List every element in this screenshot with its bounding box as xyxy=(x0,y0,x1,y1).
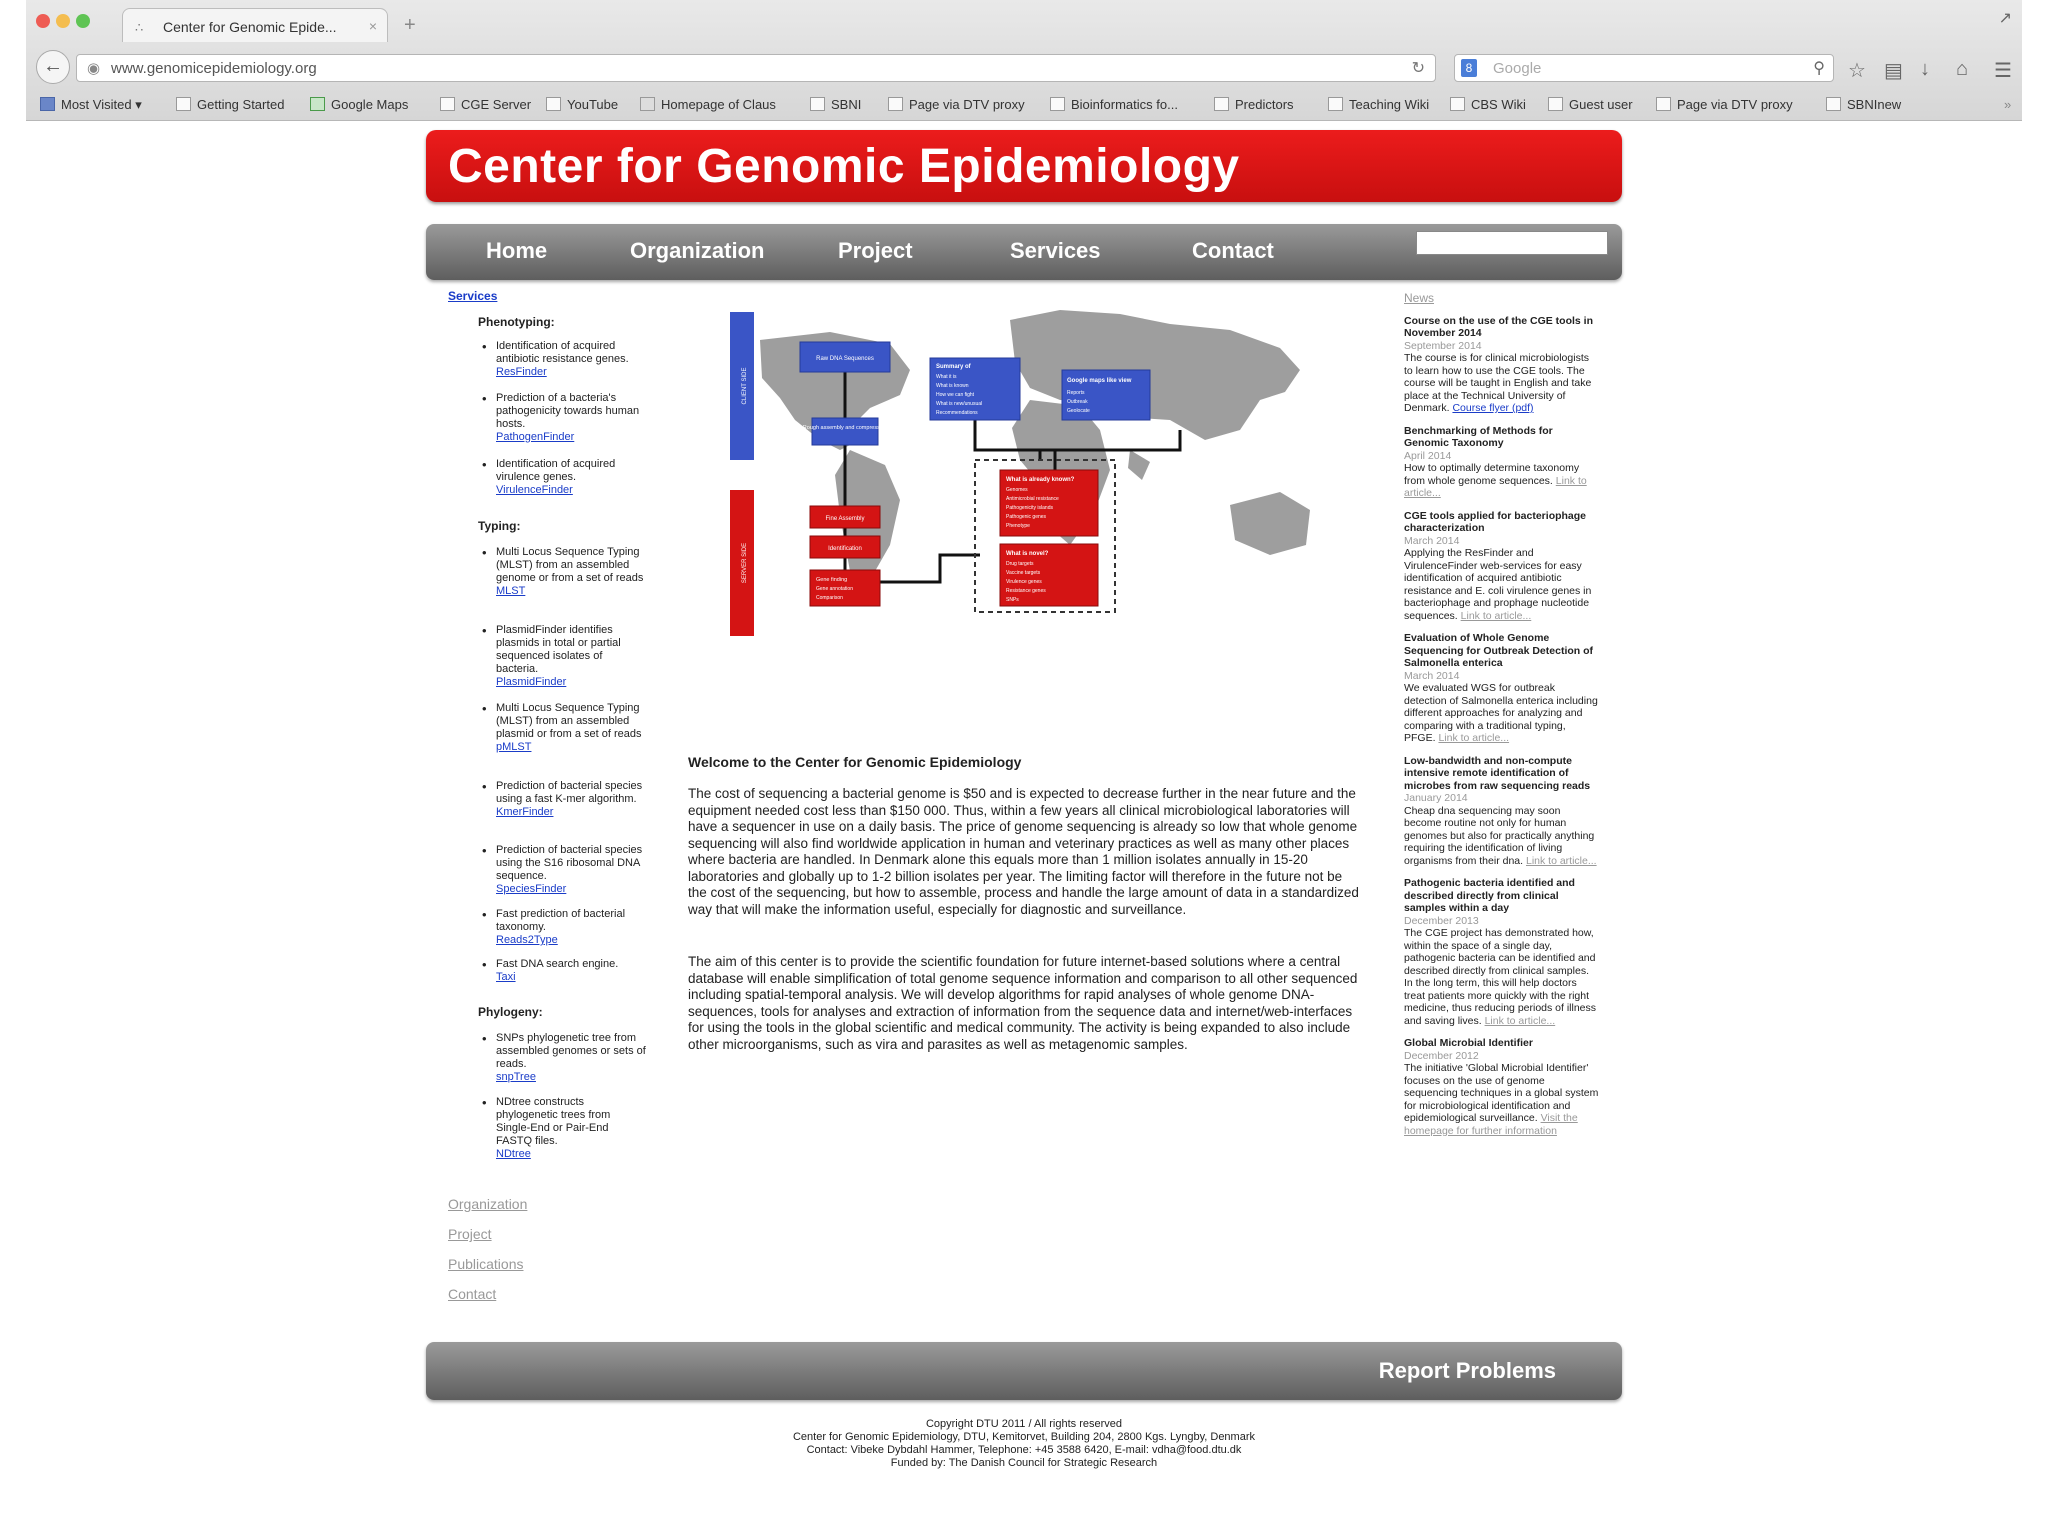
browser-tab[interactable] xyxy=(122,8,388,42)
svg-text:Rough assembly and compression: Rough assembly and compression xyxy=(802,425,888,431)
page-icon xyxy=(1826,97,1841,111)
sidebar-link-contact[interactable]: Contact xyxy=(448,1286,497,1302)
bookmark-item[interactable]: SBNI xyxy=(810,97,861,112)
nav-contact[interactable]: Contact xyxy=(1192,238,1274,263)
taxi-link[interactable]: Taxi xyxy=(496,971,516,983)
aim-paragraph: The aim of this center is to provide the scientific foundation for future internet-based solutions where a central database will enable simplification of total genome sequence information and comparison to all other sequenced including spatial-temporal analysis. We will develop algorithms for rapid analyses of whole genome DNA-sequences, tools for analyses and extraction of information from the sequence data and internet/web-interfaces for using the tools in the global scientific and medical community. The activity is being expanded to also include other microorganisms, such as vira and parasites as well as metagenomic samples. xyxy=(688,954,1358,1052)
news-item xyxy=(1404,755,1600,868)
svg-text:Vaccine targets: Vaccine targets xyxy=(1006,570,1041,576)
list-item: • SNPs phylogenetic tree from assembled genomes or sets of reads. snpTree xyxy=(496,1032,646,1084)
bookmark-item[interactable]: Most Visited ▾ xyxy=(40,97,142,113)
maps-icon xyxy=(310,97,325,111)
news-title: Global Microbial Identifier xyxy=(1404,1037,1533,1049)
nav-organization[interactable]: Organization xyxy=(630,238,765,263)
browser-chrome xyxy=(26,0,2022,121)
search-box[interactable] xyxy=(1454,54,1834,82)
page-icon xyxy=(546,97,561,111)
site-search-input[interactable] xyxy=(1416,231,1608,255)
cge-workflow-diagram xyxy=(700,300,1360,730)
new-tab-icon[interactable]: + xyxy=(404,14,416,36)
blue-box xyxy=(803,418,887,445)
svg-text:What is already known?: What is already known? xyxy=(1006,477,1075,483)
news-link[interactable]: Link to article... xyxy=(1484,1014,1556,1027)
site-title: Center for Genomic Epidemiology xyxy=(448,140,1240,193)
phylogeny-heading: Phylogeny: xyxy=(478,1005,543,1019)
svg-text:Comparison: Comparison xyxy=(816,595,843,601)
bookmark-item[interactable]: Google Maps xyxy=(310,97,408,112)
client-side-label: CLIENT SIDE xyxy=(742,367,748,405)
news-date: April 2014 xyxy=(1404,449,1452,462)
news-date: December 2013 xyxy=(1404,914,1479,927)
news-body: The course is for clinical microbiologists to learn how to use the CGE tools. The course will be taught in English and take place at the Technical University of Denmark. xyxy=(1404,352,1592,414)
main-navigation xyxy=(426,224,1622,280)
list-item: • Prediction of bacterial species using a fast K-mer algorithm. KmerFinder xyxy=(496,780,646,819)
intro-paragraph: The cost of sequencing a bacterial genome is $50 and is expected to decrease further in the near future and the equipment needed cost less than $150 000. Thus, within a few years all clinical microbiological laboratories will have a sequencer in use on a daily basis. The price of genome sequencing is already so low that whole genome sequencing will also find worldwide application in human and veterinary practices as well as many other places where bacteria are handled. In Denmark alone this equals more than 1 million isolates annually in 15-20 laboratories and globally up to 1-2 billion isolates per year. The limiting factor will therefore in the future not be the cost of the sequencing, but how to assemble, process and handle the large amount of data in a standardized way that will make the information useful, especially for diagnostic and surveillance. xyxy=(688,786,1359,917)
nav-home[interactable]: Home xyxy=(486,238,548,263)
page-icon xyxy=(1050,97,1065,111)
news-item xyxy=(1404,632,1600,745)
svg-text:Fine Assembly: Fine Assembly xyxy=(825,516,865,522)
minimize-window-button[interactable] xyxy=(56,14,70,28)
news-link[interactable]: Link to article... xyxy=(1438,732,1510,744)
menu-icon[interactable]: ☰ xyxy=(1994,60,2012,82)
page-icon xyxy=(1214,97,1229,111)
kmerfinder-link[interactable]: KmerFinder xyxy=(496,806,554,818)
svg-text:Antimicrobial resistance: Antimicrobial resistance xyxy=(1006,496,1059,502)
fullscreen-icon[interactable]: ↗ xyxy=(1998,10,2012,27)
bookmark-item[interactable]: Predictors xyxy=(1214,97,1294,112)
news-title: Course on the use of the CGE tools in November 2014 xyxy=(1404,314,1594,339)
address-bar[interactable] xyxy=(76,54,1436,82)
list-item: • Identification of acquired antibiotic resistance genes. ResFinder xyxy=(496,340,646,379)
svg-text:What is known: What is known xyxy=(936,383,969,389)
list-item: • Multi Locus Sequence Typing (MLST) from an assembled genome or from a set of reads MLST xyxy=(496,546,646,598)
bookmark-item[interactable]: Teaching Wiki xyxy=(1328,97,1429,112)
sidebar-link-project[interactable]: Project xyxy=(448,1226,492,1242)
svg-text:What it is: What it is xyxy=(936,374,957,380)
virulencefinder-link[interactable]: VirulenceFinder xyxy=(496,484,573,496)
sidebar-link-publications[interactable]: Publications xyxy=(448,1256,524,1272)
close-window-button[interactable] xyxy=(36,14,50,28)
australia-shape xyxy=(1230,492,1310,555)
bookmark-item[interactable]: Getting Started xyxy=(176,97,284,112)
globe-icon: ◉ xyxy=(87,60,101,77)
svg-text:Resistance genes: Resistance genes xyxy=(1006,588,1046,594)
list-item: • Fast DNA search engine. Taxi xyxy=(496,958,646,984)
list-item: • Multi Locus Sequence Typing (MLST) from an assembled plasmid or from a set of reads pMLST xyxy=(496,702,646,754)
news-column xyxy=(1404,292,1600,1137)
nav-project[interactable]: Project xyxy=(838,238,913,263)
india-shape xyxy=(1128,450,1150,480)
news-body: The initiative 'Global Microbial Identifier' focuses on the use of genome sequencing techniques in a global system for microbiological identification and epidemiological surveillance. xyxy=(1404,1062,1599,1124)
news-item xyxy=(1404,425,1600,500)
bookmarks-bar xyxy=(26,92,2022,118)
report-problems-link[interactable]: Report Problems xyxy=(1378,1358,1556,1383)
svg-text:Geolocate: Geolocate xyxy=(1067,408,1090,414)
bookmark-item[interactable]: Bioinformatics fo... xyxy=(1050,97,1178,112)
page-icon xyxy=(1328,97,1343,111)
news-date: January 2014 xyxy=(1404,792,1468,804)
blue-box xyxy=(1062,370,1150,420)
reload-icon[interactable]: ↻ xyxy=(1411,60,1425,77)
search-icon[interactable]: ⚲ xyxy=(1813,60,1825,77)
resfinder-link[interactable]: ResFinder xyxy=(496,366,547,378)
ndtree-link[interactable]: NDtree xyxy=(496,1148,531,1160)
news-title: Evaluation of Whole Genome Sequencing for Outbreak Detection of Salmonella enterica xyxy=(1404,632,1594,669)
svg-text:What is new/unusual: What is new/unusual xyxy=(936,401,983,407)
reads2type-link[interactable]: Reads2Type xyxy=(496,934,558,946)
page-icon xyxy=(440,97,455,111)
news-date: March 2014 xyxy=(1404,534,1460,547)
svg-text:Gene finding: Gene finding xyxy=(816,577,848,583)
snptree-link[interactable]: snpTree xyxy=(496,1071,536,1083)
red-box xyxy=(810,536,880,558)
phenotyping-heading: Phenotyping: xyxy=(478,315,555,329)
page-icon xyxy=(888,97,903,111)
news-item xyxy=(1404,877,1600,1027)
svg-text:Identification: Identification xyxy=(828,546,862,552)
footer-text xyxy=(700,1418,1348,1470)
more-bookmarks-icon[interactable]: » xyxy=(2004,97,2012,112)
site-banner xyxy=(426,130,1622,202)
news-title: CGE tools applied for bacteriophage characterization xyxy=(1404,509,1587,534)
address-line: Center for Genomic Epidemiology, DTU, Kemitorvet, Building 204, 2800 Kgs. Lyngby, Denmark xyxy=(792,1431,1255,1443)
plasmidfinder-link[interactable]: PlasmidFinder xyxy=(496,676,567,688)
news-link[interactable]: Visit the homepage for further information xyxy=(1404,1112,1578,1137)
home-icon[interactable]: ⌂ xyxy=(1956,58,1969,80)
news-date: December 2012 xyxy=(1404,1049,1479,1062)
list-item: • Identification of acquired virulence genes. VirulenceFinder xyxy=(496,458,646,497)
svg-text:Phenotype: Phenotype xyxy=(1006,523,1030,529)
bookmark-item[interactable]: SBNInew xyxy=(1826,97,1901,112)
url-text: www.genomicepidemiology.org xyxy=(111,60,317,77)
page-icon xyxy=(1450,97,1465,111)
search-placeholder: Google xyxy=(1493,60,1542,77)
page-favicon-icon: ∴ xyxy=(135,20,144,35)
blue-box xyxy=(930,358,1020,420)
svg-text:Google maps like view: Google maps like view xyxy=(1067,378,1132,384)
red-box xyxy=(810,506,880,528)
news-link[interactable]: Link to article... xyxy=(1404,474,1587,499)
blue-box xyxy=(800,342,890,372)
back-button[interactable]: ← xyxy=(36,50,70,84)
list-item: • PlasmidFinder identifies plasmids in total or partial sequenced isolates of bacteria. PlasmidFinder xyxy=(496,624,646,689)
close-tab-icon[interactable]: × xyxy=(368,18,377,34)
bookmark-star-icon[interactable]: ☆ xyxy=(1848,60,1866,82)
bookmark-item[interactable]: Guest user xyxy=(1548,97,1633,112)
news-title: Low-bandwidth and non-compute intensive remote identification of microbes from raw sequencing reads xyxy=(1404,754,1591,792)
news-body: Cheap dna sequencing may soon become routine not only for human genomes but also for practically anything requiring the identification of living organisms from their dna. xyxy=(1404,804,1595,867)
tab-title: Center for Genomic Epide... xyxy=(163,19,337,35)
news-link[interactable]: Link to article... xyxy=(1460,609,1532,622)
red-box xyxy=(1000,470,1098,536)
red-box xyxy=(810,570,880,606)
news-title: Pathogenic bacteria identified and described directly from clinical samples within a day xyxy=(1404,877,1575,914)
news-body: How to optimally determine taxonomy from whole genome sequences. xyxy=(1404,462,1580,487)
news-item xyxy=(1404,510,1600,623)
page-icon xyxy=(176,97,191,111)
contact-line: Contact: Vibeke Dybdahl Hammer, Telephone: +45 3588 6420, E-mail: vdha@food.dtu.dk xyxy=(806,1444,1242,1456)
server-side-label: SERVER SIDE xyxy=(742,542,748,584)
page-icon xyxy=(810,97,825,111)
news-body: The CGE project has demonstrated how, within the space of a single day, pathogenic bacteria can be identified and described directly from clinical samples. In the long term, this will help doctors treat patients more quickly with the right medicine, thus reducing periods of illness and saving lives. xyxy=(1404,927,1597,1027)
footer-bar xyxy=(426,1342,1622,1400)
navigation-toolbar xyxy=(26,48,2022,88)
typing-heading: Typing: xyxy=(478,519,521,533)
bookmark-item[interactable]: Page via DTV proxy xyxy=(1656,97,1793,112)
bookmark-item[interactable]: CBS Wiki xyxy=(1450,97,1526,112)
news-title: Benchmarking of Methods for Genomic Taxonomy xyxy=(1404,424,1553,449)
svg-text:SNPs: SNPs xyxy=(1006,597,1019,603)
bookmark-item[interactable]: YouTube xyxy=(546,97,618,112)
svg-text:Pathogenicity islands: Pathogenicity islands xyxy=(1006,505,1053,511)
svg-text:How we can fight: How we can fight xyxy=(936,392,975,398)
page-icon xyxy=(640,97,655,111)
news-link[interactable]: Link to article... xyxy=(1525,854,1597,867)
download-icon[interactable]: ↓ xyxy=(1920,58,1930,80)
maximize-window-button[interactable] xyxy=(76,14,90,28)
svg-text:Raw DNA Sequences: Raw DNA Sequences xyxy=(816,356,874,362)
svg-text:What is novel?: What is novel? xyxy=(1006,551,1049,557)
bookmark-item[interactable]: CGE Server xyxy=(440,97,531,112)
news-body: Applying the ResFinder and VirulenceFinder web-services for easy identification of acquired antibiotic resistance and E. coli virulence genes in bacteriophage and prophage nucleotide sequences. xyxy=(1404,547,1592,622)
copyright-line: Copyright DTU 2011 / All rights reserved xyxy=(925,1418,1123,1430)
news-date: September 2014 xyxy=(1404,339,1482,352)
services-link[interactable]: Services xyxy=(448,289,498,303)
list-item: • NDtree constructs phylogenetic trees from Single-End or Pair-End FASTQ files. NDtree xyxy=(496,1096,646,1161)
news-item xyxy=(1404,1037,1600,1137)
svg-text:Virulence genes: Virulence genes xyxy=(1006,579,1042,585)
list-item: • Prediction of bacterial species using the S16 ribosomal DNA sequence. SpeciesFinder xyxy=(496,844,646,896)
folder-icon xyxy=(40,97,55,111)
funding-line: Funded by: The Danish Council for Strategic Research xyxy=(890,1457,1158,1469)
news-item xyxy=(1404,315,1600,415)
sidebar-link-organization[interactable]: Organization xyxy=(448,1196,528,1212)
page-icon xyxy=(1548,97,1563,111)
svg-text:Recommendations: Recommendations xyxy=(936,410,978,416)
svg-text:Reports: Reports xyxy=(1067,390,1085,396)
mlst-link[interactable]: MLST xyxy=(496,585,526,597)
bookmarks-list-icon[interactable]: ▤ xyxy=(1884,60,1903,82)
bookmark-item[interactable]: Homepage of Claus xyxy=(640,97,776,112)
speciesfinder-link[interactable]: SpeciesFinder xyxy=(496,883,567,895)
news-link[interactable]: Course flyer (pdf) xyxy=(1452,402,1534,414)
news-date: March 2014 xyxy=(1404,669,1460,682)
bookmark-item[interactable]: Page via DTV proxy xyxy=(888,97,1025,112)
svg-text:Summary of: Summary of xyxy=(936,364,971,370)
svg-text:Drug targets: Drug targets xyxy=(1006,561,1034,567)
page-icon xyxy=(1656,97,1671,111)
red-box xyxy=(1000,544,1098,606)
pmlst-link[interactable]: pMLST xyxy=(496,741,532,753)
list-item: • Prediction of a bacteria's pathogenicity towards human hosts. PathogenFinder xyxy=(496,392,646,444)
google-engine-icon[interactable]: 8 xyxy=(1461,59,1477,77)
svg-text:Pathogenic genes: Pathogenic genes xyxy=(1006,514,1047,520)
pathogenfinder-link[interactable]: PathogenFinder xyxy=(496,431,575,443)
nav-services[interactable]: Services xyxy=(1010,238,1101,263)
list-item: • Fast prediction of bacterial taxonomy. Reads2Type xyxy=(496,908,646,947)
svg-text:Outbreak: Outbreak xyxy=(1067,399,1088,405)
news-body: We evaluated WGS for outbreak detection of Salmonella enterica including different approaches for analyzing and comparing with a traditional typing, PFGE. xyxy=(1404,682,1598,744)
svg-text:Genomes: Genomes xyxy=(1006,487,1028,493)
welcome-heading: Welcome to the Center for Genomic Epidemiology xyxy=(688,754,1022,770)
news-heading[interactable]: News xyxy=(1404,291,1435,305)
svg-text:Gene annotation: Gene annotation xyxy=(816,586,853,592)
